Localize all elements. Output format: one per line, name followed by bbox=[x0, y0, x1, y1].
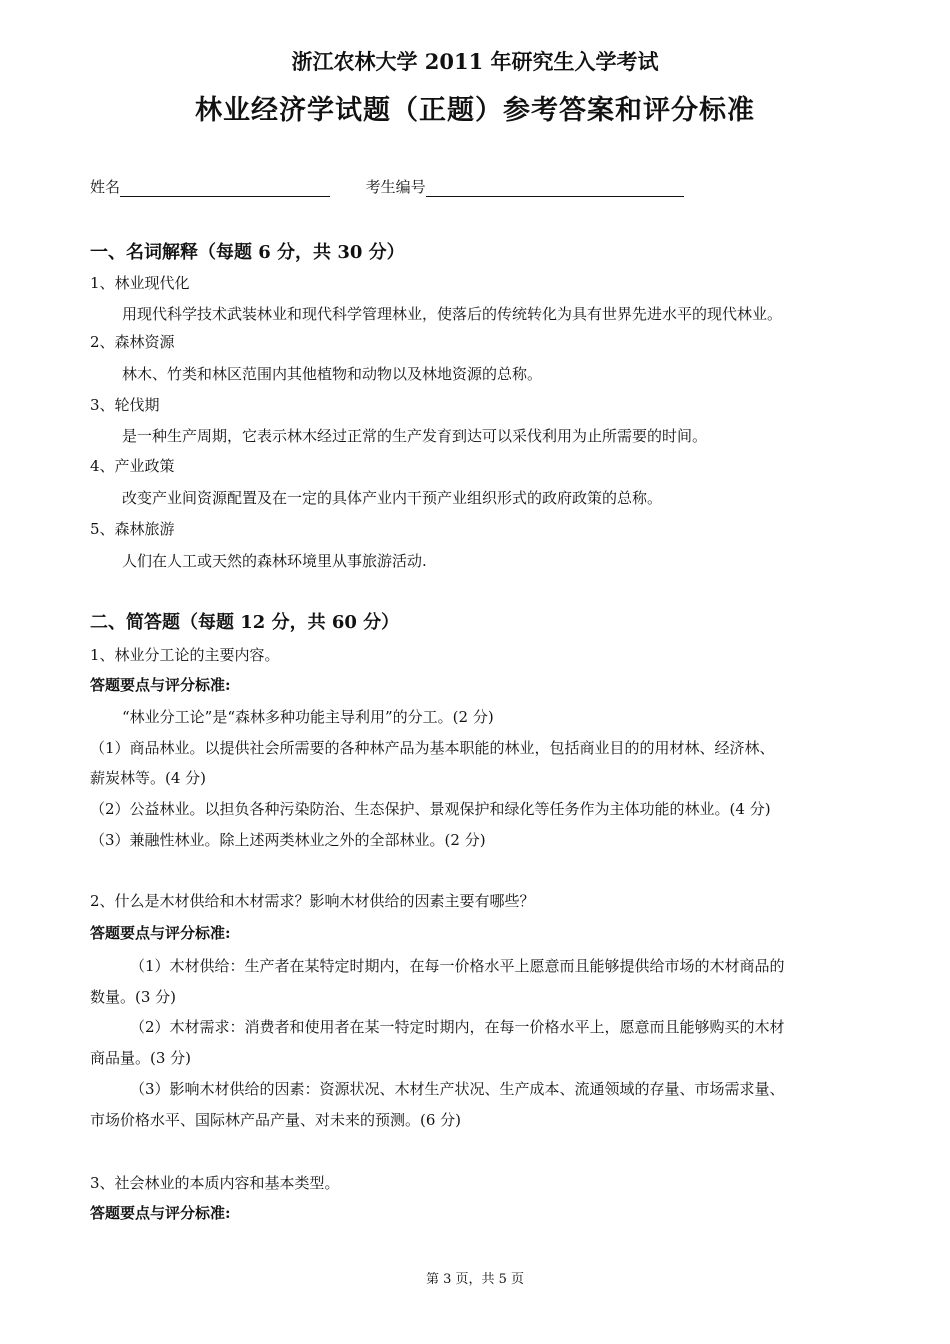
q1-line-3: 薪炭林等。(4 分) bbox=[90, 769, 207, 787]
q1-line-2: （1）商品林业。以提供社会所需要的各种林产品为基本职能的林业，包括商业目的的用材林、经济林、 bbox=[90, 739, 775, 757]
term-2: 2、森林资源 bbox=[90, 333, 175, 351]
exam-header: 浙江农林大学 2011 年研究生入学考试 bbox=[291, 49, 659, 74]
q2-line-2: 数量。(3 分) bbox=[90, 988, 177, 1006]
definition-4: 改变产业间资源配置及在一定的具体产业内干预产业组织形式的政府政策的总称。 bbox=[122, 489, 663, 507]
q1-line-1: “林业分工论”是“森林多种功能主导利用”的分工。(2 分) bbox=[122, 708, 494, 726]
name-label: 姓名 bbox=[90, 178, 121, 196]
term-4: 4、产业政策 bbox=[90, 457, 175, 475]
definition-1: 用现代科学技术武装林业和现代科学管理林业，使落后的传统转化为具有世界先进水平的现代林业。 bbox=[122, 305, 783, 323]
definition-5: 人们在人工或天然的森林环境里从事旅游活动. bbox=[122, 552, 427, 570]
candidate-info-row bbox=[90, 176, 684, 197]
id-label: 考生编号 bbox=[365, 178, 426, 196]
question-1: 1、林业分工论的主要内容。 bbox=[90, 646, 280, 664]
id-field[interactable] bbox=[426, 180, 684, 197]
answer-heading-1: 答题要点与评分标准: bbox=[90, 676, 231, 694]
q1-line-4: （2）公益林业。以担负各种污染防治、生态保护、景观保护和绿化等任务作为主体功能的林业。(4 分) bbox=[90, 800, 771, 818]
section2-title: 二、简答题（每题 12 分，共 60 分） bbox=[90, 612, 400, 633]
definition-3: 是一种生产周期，它表示林木经过正常的生产发育到达可以采伐利用为止所需要的时间。 bbox=[122, 427, 708, 445]
q1-line-5: （3）兼融性林业。除上述两类林业之外的全部林业。(2 分) bbox=[90, 831, 486, 849]
q2-line-4: 商品量。(3 分) bbox=[90, 1049, 192, 1067]
term-3: 3、轮伐期 bbox=[90, 396, 160, 414]
question-3: 3、社会林业的本质内容和基本类型。 bbox=[90, 1174, 340, 1192]
q2-line-3: （2）木材需求：消费者和使用者在某一特定时期内，在每一价格水平上，愿意而且能够购买的木材 bbox=[130, 1018, 785, 1036]
term-5: 5、森林旅游 bbox=[90, 520, 175, 538]
q2-line-1: （1）木材供给：生产者在某特定时期内，在每一价格水平上愿意而且能够提供给市场的木材商品的 bbox=[130, 957, 785, 975]
definition-2: 林木、竹类和林区范围内其他植物和动物以及林地资源的总称。 bbox=[122, 365, 543, 383]
q2-line-6: 市场价格水平、国际林产品产量、对未来的预测。(6 分) bbox=[90, 1111, 462, 1129]
term-1: 1、林业现代化 bbox=[90, 274, 190, 292]
page-number: 第 3 页，共 5 页 bbox=[425, 1272, 525, 1287]
name-field[interactable] bbox=[120, 180, 330, 197]
answer-heading-2: 答题要点与评分标准: bbox=[90, 924, 231, 942]
answer-heading-3: 答题要点与评分标准: bbox=[90, 1204, 231, 1222]
question-2: 2、什么是木材供给和木材需求？影响木材供给的因素主要有哪些？ bbox=[90, 892, 535, 910]
document-title: 林业经济学试题（正题）参考答案和评分标准 bbox=[195, 95, 755, 126]
q2-line-5: （3）影响木材供给的因素：资源状况、木材生产状况、生产成本、流通领域的存量、市场需求量、 bbox=[130, 1080, 785, 1098]
section1-title: 一、名词解释（每题 6 分，共 30 分） bbox=[90, 242, 405, 263]
